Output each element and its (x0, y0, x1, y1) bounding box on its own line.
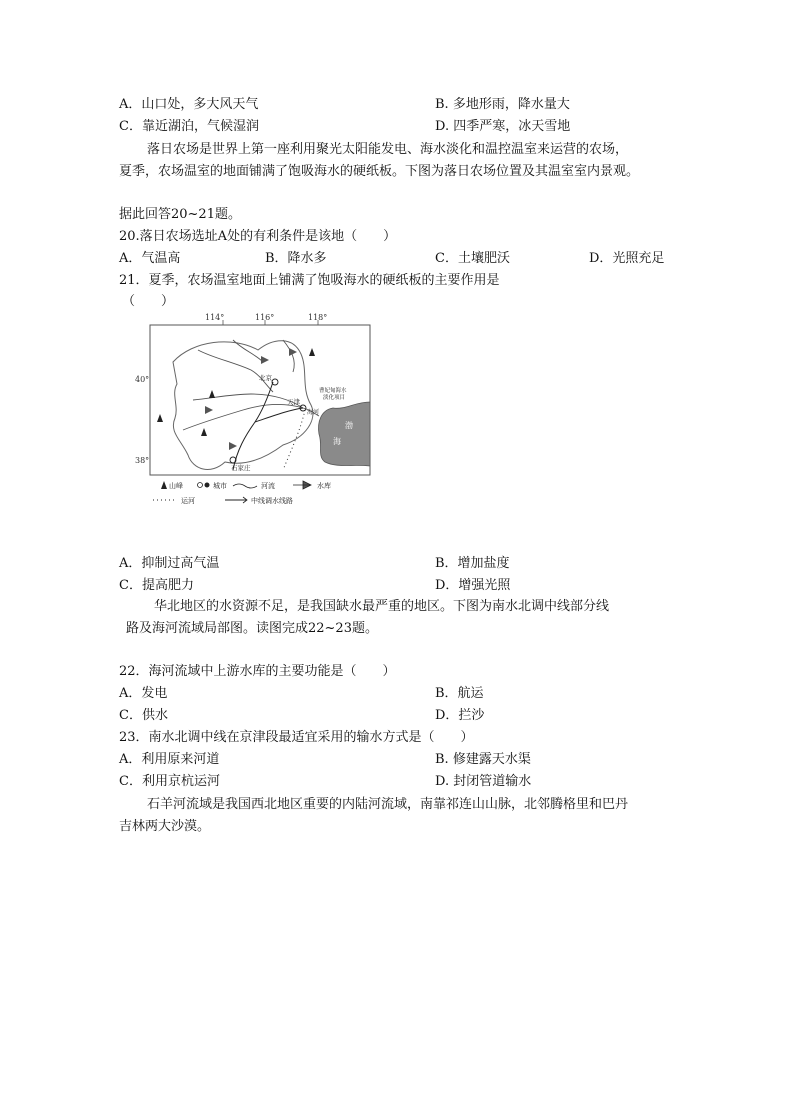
question-stem: 20.落日农场选址A处的有利条件是该地（ ） (119, 229, 397, 244)
legend-label: 运河 (181, 497, 195, 505)
option-d: D. 四季严寒，冰天雪地 (435, 119, 571, 134)
question-stem: 21．夏季，农场温室地面上铺满了饱吸海水的硬纸板的主要作用是 (119, 273, 500, 288)
sea-label: 海 (333, 437, 341, 446)
river (198, 350, 273, 392)
peak-icon (209, 390, 215, 398)
city-icon (198, 483, 203, 488)
bohai-sea (319, 402, 370, 466)
option-b: B. 多地形雨，降水量大 (435, 97, 570, 112)
legend-label: 城市 (213, 482, 227, 490)
lat-label: 40° (135, 375, 150, 384)
river (183, 404, 319, 430)
option-c: C．提高肥力 (119, 578, 194, 593)
city-label: 天津 (287, 398, 300, 406)
city-label: 北京 (259, 374, 272, 382)
reservoir-icon (205, 406, 213, 414)
question-stem: 23．南水北调中线在京津段最适宜采用的输水方式是（ ） (119, 730, 474, 745)
haihe-basin-map (133, 310, 371, 508)
sea-label: 渤 (345, 421, 353, 430)
passage-line: 石羊河流域是我国西北地区重要的内陆河流域，南靠祁连山山脉，北邻腾格里和巴丹 (147, 797, 629, 812)
reservoir-icon (261, 356, 269, 364)
peak-icon (201, 428, 207, 436)
city-label: 石家庄 (231, 464, 251, 472)
option-d: D．光照充足 (589, 251, 665, 266)
option-a: A．利用原来河道 (119, 752, 220, 767)
lon-label: 114° (205, 313, 225, 322)
lat-label: 38° (135, 456, 150, 465)
option-c: C．土壤肥沃 (435, 251, 510, 266)
reservoir-icon (229, 442, 237, 450)
passage-line: 路及海河流域局部图。读图完成22~23题。 (126, 621, 378, 636)
option-a: A．气温高 (119, 251, 181, 266)
city-icon (205, 483, 210, 488)
peak-icon (161, 481, 167, 489)
reservoir-icon (289, 348, 297, 356)
river (233, 340, 263, 362)
project-label: 淡化项目 (323, 395, 346, 401)
option-d: D. 封闭管道输水 (435, 774, 532, 789)
option-a: A．抑制过高气温 (119, 556, 220, 571)
passage-line: 落日农场是世界上第一座利用聚光太阳能发电、海水淡化和温控温室来运营的农场， (147, 142, 629, 157)
answer-paren: （ ） (122, 294, 175, 309)
option-c: C．靠近湖泊，气候湿润 (119, 119, 259, 134)
option-c: C．利用京杭运河 (119, 774, 220, 789)
reservoir-icon (293, 481, 311, 489)
peak-icon (309, 348, 315, 356)
legend-label: 中线调水线路 (251, 497, 293, 505)
lon-label: 116° (255, 313, 275, 322)
option-a: A．发电 (119, 686, 168, 701)
option-b: B．航运 (435, 686, 484, 701)
legend-label: 水库 (317, 482, 331, 490)
river-icon (233, 484, 257, 488)
river-label: 海河 (307, 409, 320, 416)
question-stem: 22．海河流域中上游水库的主要功能是（ ） (119, 664, 396, 679)
option-d: D．增强光照 (435, 578, 511, 593)
option-b: B. 修建露天水渠 (435, 752, 531, 767)
lon-label: 118° (308, 313, 328, 322)
river (283, 340, 294, 372)
legend-label: 山峰 (169, 482, 183, 490)
passage-line: 据此回答20~21题。 (119, 207, 241, 222)
option-b: B．增加盐度 (435, 556, 510, 571)
option-a: A．山口处，多大风天气 (119, 97, 259, 112)
option-b: B．降水多 (265, 251, 327, 266)
passage-line: 华北地区的水资源不足，是我国缺水最严重的地区。下图为南水北调中线部分线 (154, 599, 610, 614)
legend-label: 河流 (261, 482, 275, 490)
peak-icon (157, 414, 163, 422)
option-c: C．供水 (119, 708, 168, 723)
passage-line: 吉林两大沙漠。 (119, 819, 211, 834)
project-label: 曹妃甸海水 (319, 388, 347, 394)
passage-line: 夏季，农场温室的地面铺满了饱吸海水的硬纸板。下图为落日农场位置及其温室室内景观。 (119, 164, 640, 179)
option-d: D．拦沙 (435, 708, 485, 723)
